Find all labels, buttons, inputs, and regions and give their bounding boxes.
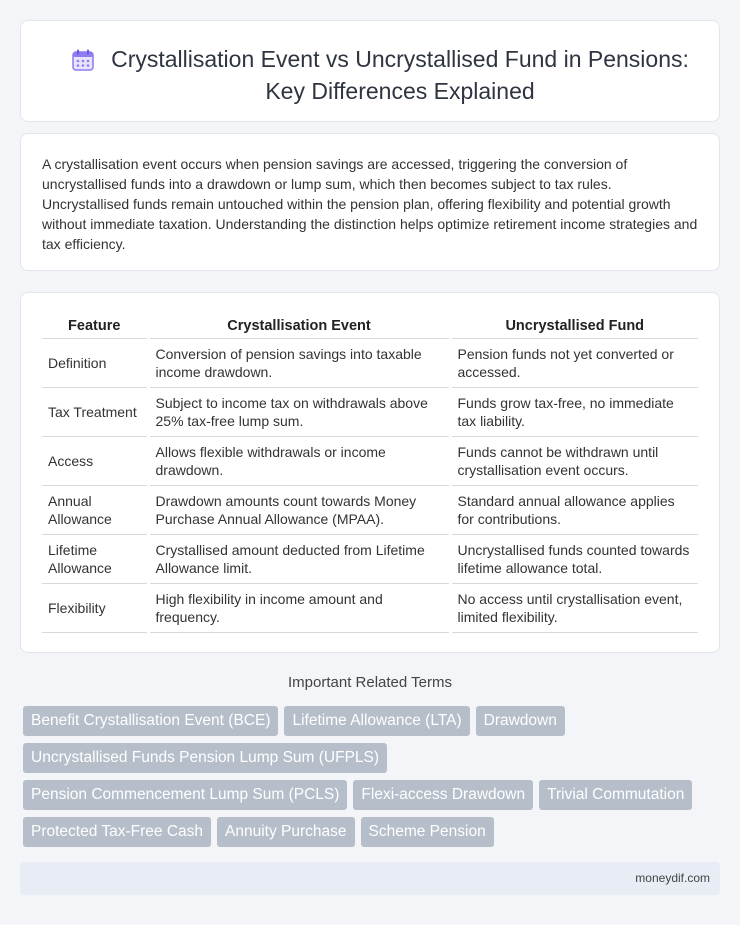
column-header: Uncrystallised Fund: [450, 317, 698, 338]
site-name[interactable]: moneydif.com: [635, 871, 710, 885]
table-row: [42, 583, 698, 632]
intro-paragraph: A crystallisation event occurs when pension savings are accessed, triggering the conversion of uncrystallised funds into a drawdown or lump sum, which then becomes subject to tax rules. Uncrystallised funds remain untouched within the pension plan, offering flexibility and potential growth without immediate taxation. Understanding the distinction helps optimize retirement income strategies and tax efficiency.: [42, 156, 698, 252]
page-title: Crystallisation Event vs Uncrystallised Fund in Pensions: Key Differences Explained: [111, 46, 689, 104]
feature-cell: Flexibility: [42, 583, 148, 632]
comparison-table-card: [20, 292, 720, 653]
related-term-tag[interactable]: Flexi-access Drawdown: [353, 780, 533, 810]
related-term-tag[interactable]: Uncrystallised Funds Pension Lump Sum (UFPLS): [23, 743, 387, 773]
footer: [20, 862, 720, 895]
crystallisation-cell: Subject to income tax on withdrawals above 25% tax-free lump sum.: [148, 387, 450, 436]
title-card: [20, 20, 720, 122]
related-term-tag[interactable]: Benefit Crystallisation Event (BCE): [23, 706, 278, 736]
related-term-tag[interactable]: Scheme Pension: [361, 817, 494, 847]
uncrystallised-cell: No access until crystallisation event, limited flexibility.: [450, 583, 698, 632]
uncrystallised-cell: Funds cannot be withdrawn until crystallisation event occurs.: [450, 436, 698, 485]
related-term-tag[interactable]: Pension Commencement Lump Sum (PCLS): [23, 780, 347, 810]
uncrystallised-cell: Funds grow tax-free, no immediate tax liability.: [450, 387, 698, 436]
feature-cell: Access: [42, 436, 148, 485]
related-terms-list: [23, 706, 723, 854]
related-term-tag[interactable]: Lifetime Allowance (LTA): [284, 706, 469, 736]
column-header: Crystallisation Event: [148, 317, 450, 338]
table-header-row: [42, 317, 698, 338]
comparison-table: [42, 317, 698, 633]
related-term-tag[interactable]: Drawdown: [476, 706, 565, 736]
table-row: [42, 436, 698, 485]
crystallisation-cell: Crystallised amount deducted from Lifetime Allowance limit.: [148, 534, 450, 583]
uncrystallised-cell: Pension funds not yet converted or accessed.: [450, 338, 698, 387]
related-term-tag[interactable]: Protected Tax-Free Cash: [23, 817, 211, 847]
related-term-tag[interactable]: Annuity Purchase: [217, 817, 355, 847]
table-row: [42, 534, 698, 583]
uncrystallised-cell: Uncrystallised funds counted towards lifetime allowance total.: [450, 534, 698, 583]
table-row: [42, 387, 698, 436]
table-row: [42, 338, 698, 387]
feature-cell: Definition: [42, 338, 148, 387]
crystallisation-cell: Drawdown amounts count towards Money Purchase Annual Allowance (MPAA).: [148, 485, 450, 534]
feature-cell: Tax Treatment: [42, 387, 148, 436]
table-row: [42, 485, 698, 534]
feature-cell: Lifetime Allowance: [42, 534, 148, 583]
crystallisation-cell: Conversion of pension savings into taxable income drawdown.: [148, 338, 450, 387]
feature-cell: Annual Allowance: [42, 485, 148, 534]
crystallisation-cell: Allows flexible withdrawals or income drawdown.: [148, 436, 450, 485]
crystallisation-cell: High flexibility in income amount and frequency.: [148, 583, 450, 632]
uncrystallised-cell: Standard annual allowance applies for contributions.: [450, 485, 698, 534]
intro-card: [20, 133, 720, 271]
related-terms-heading: Important Related Terms: [288, 674, 452, 691]
related-term-tag[interactable]: Trivial Commutation: [539, 780, 692, 810]
column-header: Feature: [42, 317, 148, 338]
